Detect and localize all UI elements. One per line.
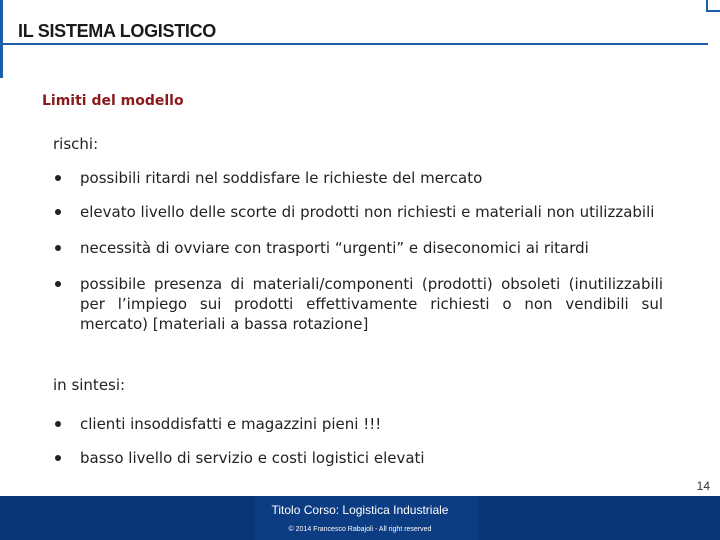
list-item (53, 274, 663, 334)
summary-list (53, 414, 663, 468)
risks-list (53, 168, 663, 334)
list-item (53, 238, 663, 258)
list-item (53, 414, 663, 434)
bullet-icon (55, 209, 61, 215)
list-item (53, 202, 663, 222)
header-corner-mark (706, 0, 720, 12)
bullet-icon (55, 175, 61, 181)
slide-title: IL SISTEMA LOGISTICO (18, 21, 217, 41)
list-item-text: elevato livello delle scorte di prodotti non richiesti e materiali non utilizzabili (80, 203, 655, 221)
list-item-text: necessità di ovviare con trasporti “urgenti” e diseconomici ai ritardi (80, 239, 589, 257)
list-item (53, 448, 663, 468)
risks-label: rischi: (53, 135, 99, 153)
list-item-text: basso livello di servizio e costi logistici elevati (80, 449, 425, 467)
section-subtitle: Limiti del modello (42, 93, 184, 109)
bullet-icon (55, 421, 61, 427)
summary-label: in sintesi: (53, 376, 126, 394)
footer-copyright: © 2014 Francesco Rabajoli - All right reserved (288, 526, 432, 533)
list-item-text: possibili ritardi nel soddisfare le richieste del mercato (80, 169, 483, 187)
header-horizontal-rule (0, 43, 708, 45)
header-vertical-rule (0, 0, 3, 78)
list-item (53, 168, 663, 188)
bullet-icon (55, 245, 61, 251)
page-number: 14 (696, 479, 710, 493)
bullet-icon (55, 455, 61, 461)
list-item-text: possibile presenza di materiali/componenti (prodotti) obsoleti (inutilizzabili per l’impiego sui prodotti effettivamente richiesti o non vendibili sul mercato) [materiali a bassa rotazione] (80, 275, 663, 333)
list-item-text: clienti insoddisfatti e magazzini pieni !!! (80, 415, 382, 433)
footer-course-title: Titolo Corso: Logistica Industriale (271, 503, 449, 517)
bullet-icon (55, 281, 61, 287)
